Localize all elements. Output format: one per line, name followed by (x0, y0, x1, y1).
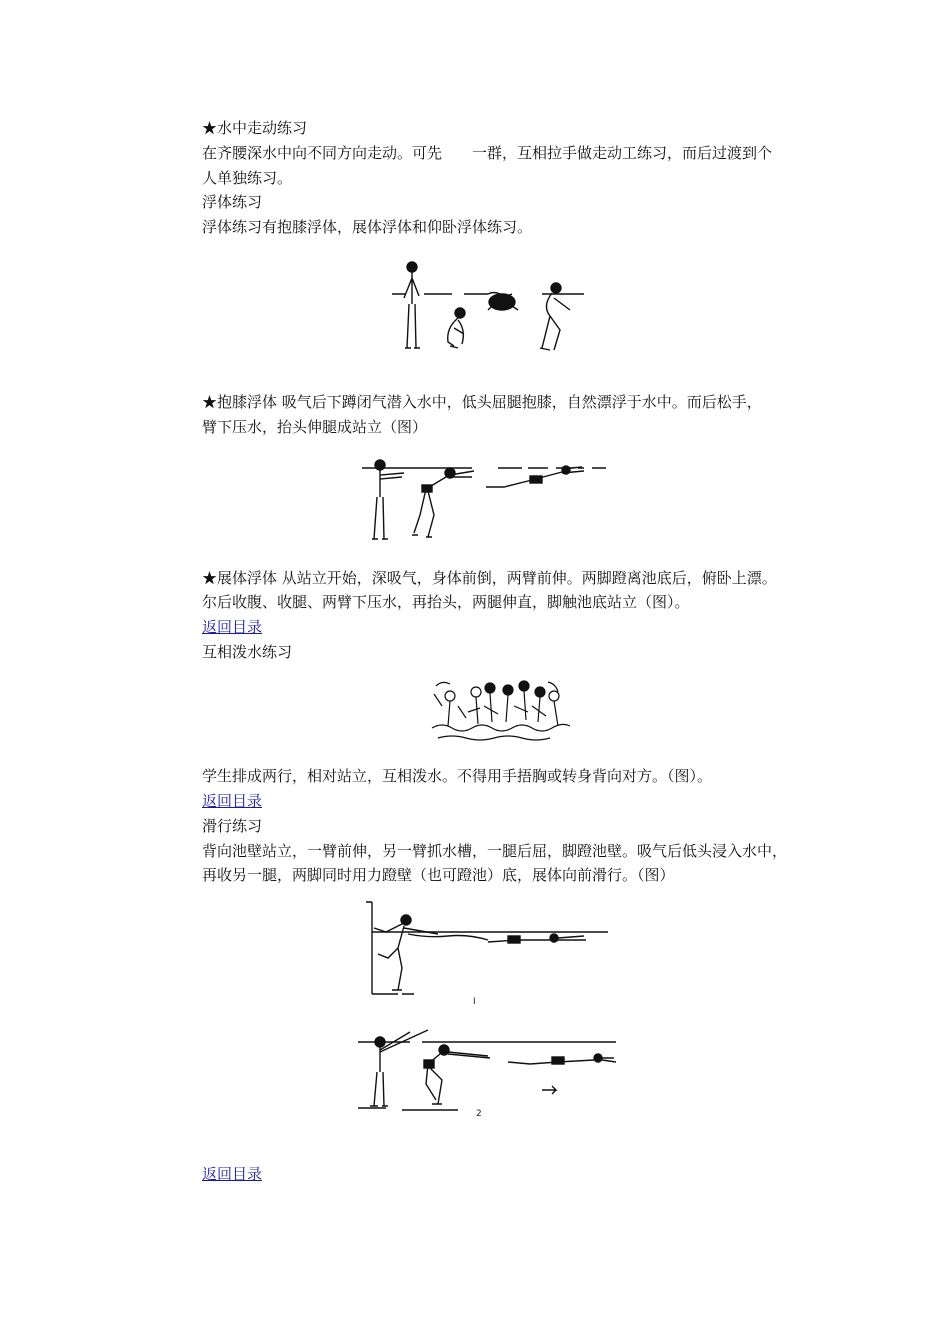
extended-float-line-1: ★展体浮体 从站立开始，深吸气，身体前倒，两臂前伸。两脚蹬离池底后，俯卧上漂。 (202, 569, 777, 587)
back-to-contents-link-1[interactable]: 返回目录 (202, 618, 263, 636)
figure-knee-float (392, 258, 584, 356)
floating-title: 浮体练习 (202, 193, 263, 211)
figure-label-1: I (473, 997, 476, 1007)
gliding-line-2: 再收另一腿，两脚同时用力蹬壁（也可蹬池）底，展体向前滑行。（图） (202, 866, 675, 884)
knee-float-line-2: 臂下压水，抬头伸腿成站立（图） (202, 418, 428, 436)
gliding-title: 滑行练习 (202, 817, 263, 835)
figure-gliding-floor (358, 1024, 618, 1114)
walking-title: ★水中走动练习 (202, 119, 308, 137)
figure-splashing (428, 676, 570, 746)
walking-text-line-1: 在齐腰深水中向不同方向走动。可先 一群，互相拉手做走动工练习，而后过渡到个 (202, 144, 773, 162)
splashing-title: 互相泼水练习 (202, 643, 293, 661)
knee-float-line-1: ★抱膝浮体 吸气后下蹲闭气潜入水中，低头屈腿抱膝，自然漂浮于水中。而后松手， (202, 393, 762, 411)
back-to-contents-link-3[interactable]: 返回目录 (202, 1165, 263, 1183)
gliding-line-1: 背向池壁站立，一臂前伸，另一臂抓水槽，一腿后屈，脚蹬池壁。吸气后低头浸入水中， (202, 842, 788, 860)
floating-intro: 浮体练习有抱膝浮体，展体浮体和仰卧浮体练习。 (202, 218, 533, 236)
splashing-text: 学生排成两行，相对站立，互相泼水。不得用手捂胸或转身背向对方。（图）。 (202, 767, 713, 785)
back-to-contents-link-2[interactable]: 返回目录 (202, 792, 263, 810)
walking-text-line-2: 人单独练习。 (202, 169, 293, 187)
extended-float-line-2: 尔后收腹、收腿、两臂下压水，再抬头，两腿伸直，脚触池底站立（图）。 (202, 593, 690, 611)
figure-extended-float (362, 457, 610, 543)
figure-gliding-wall (358, 898, 610, 998)
figure-label-2: 2 (476, 1109, 482, 1119)
